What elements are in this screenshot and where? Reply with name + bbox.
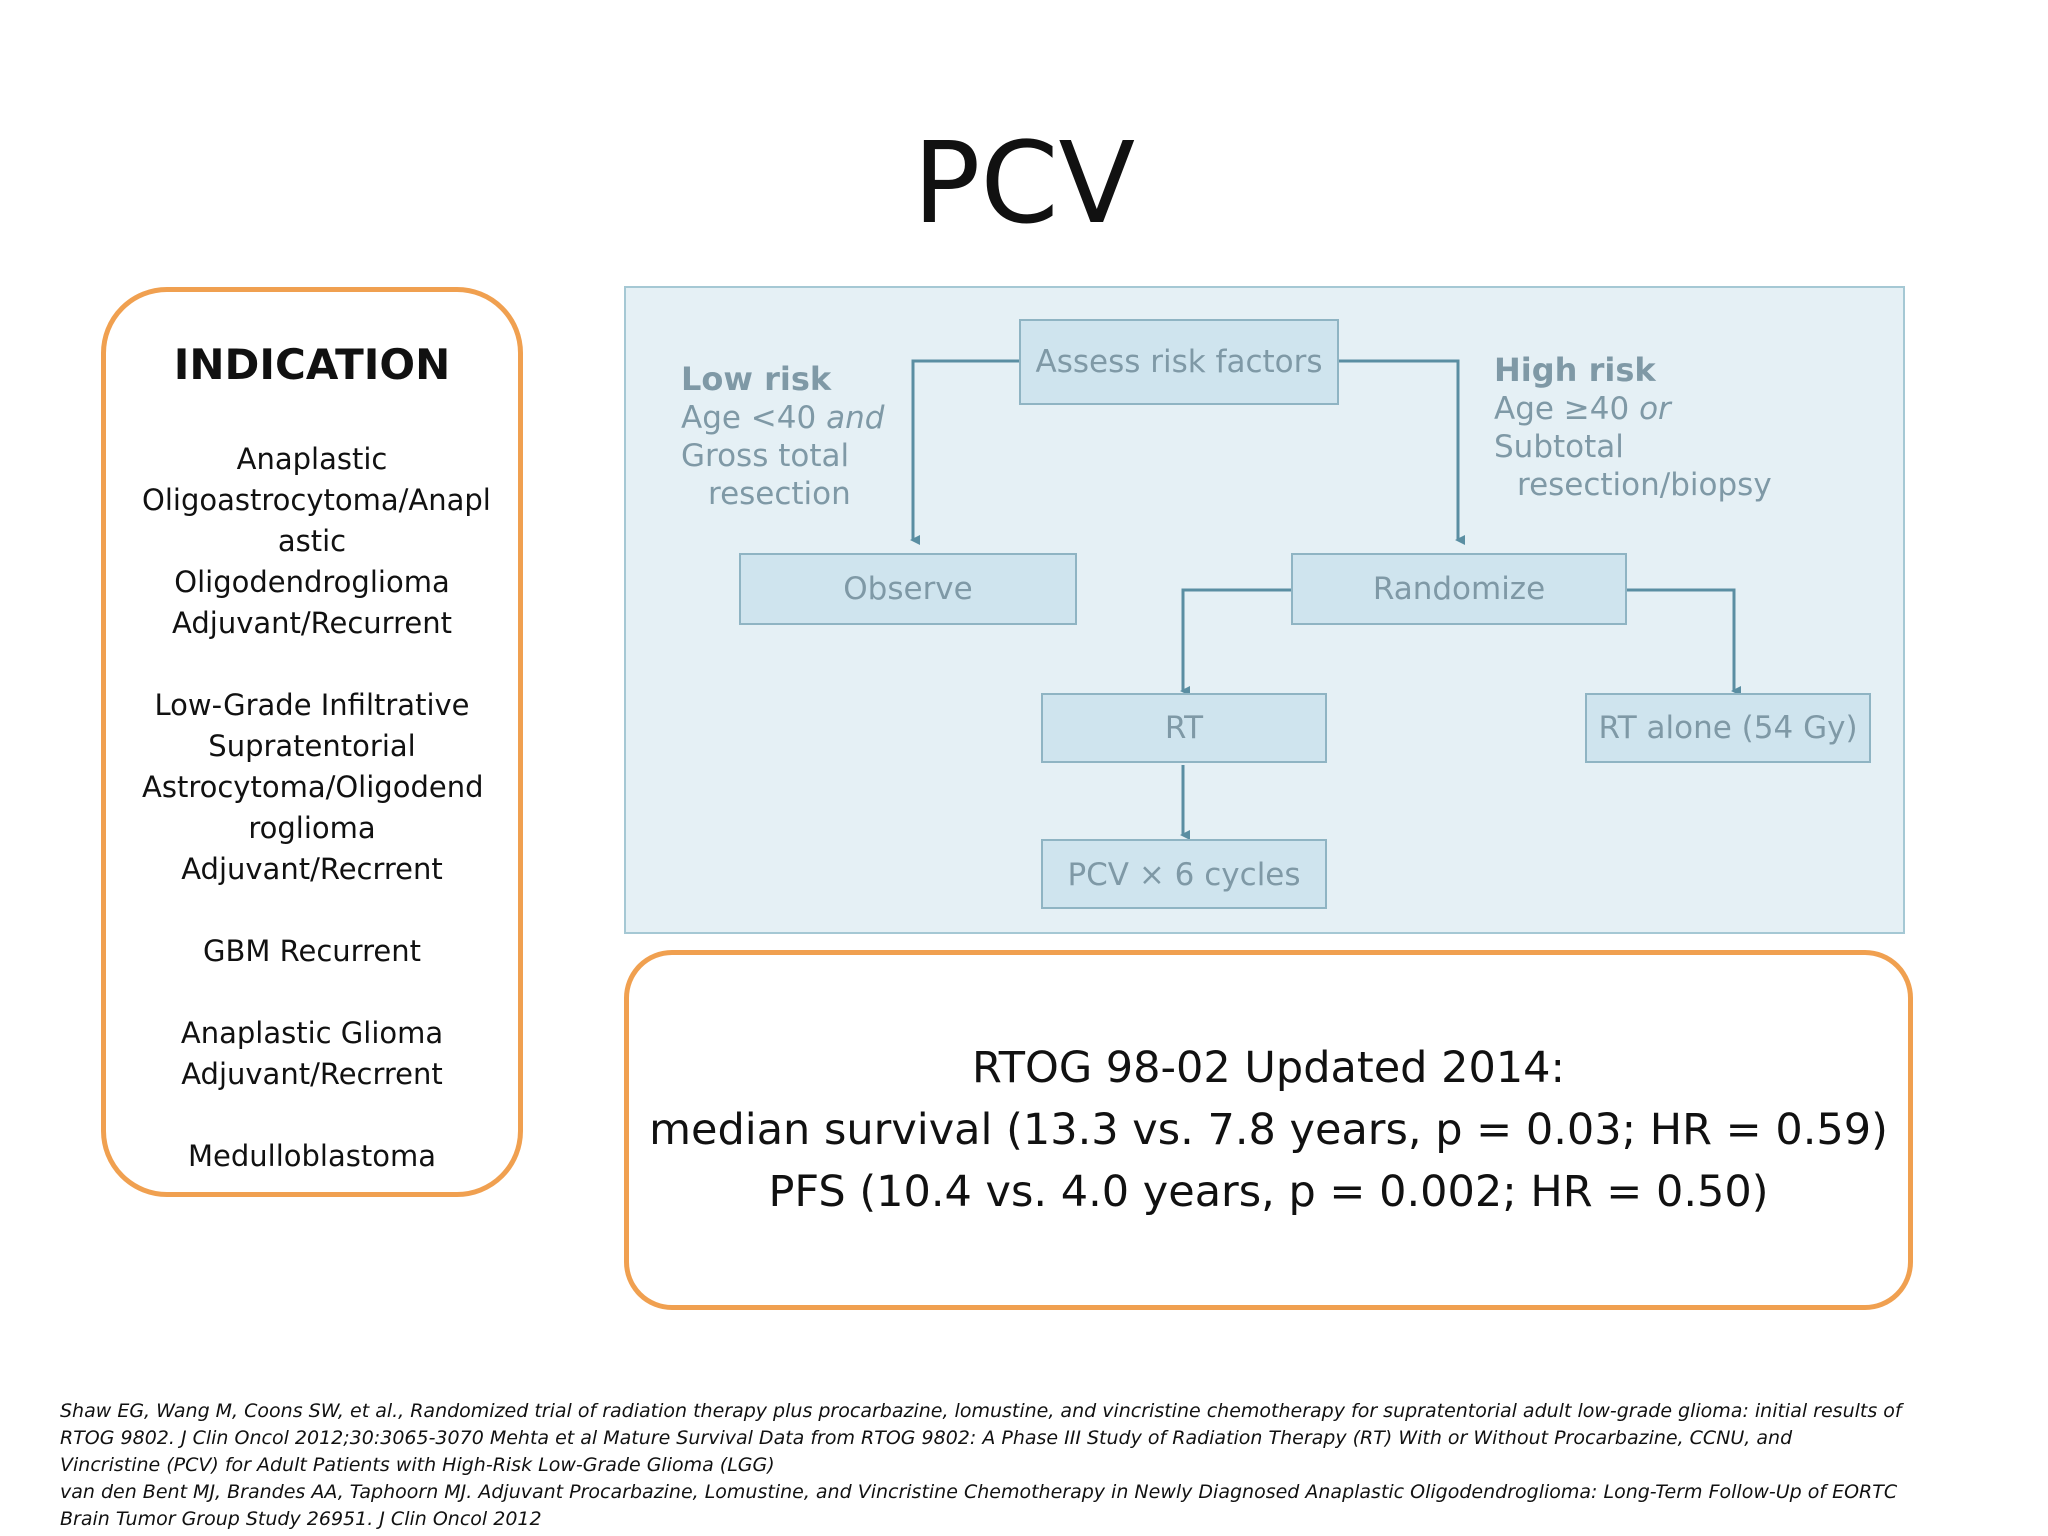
- indication-item: [142, 439, 491, 644]
- randomize-label: Randomize: [1372, 571, 1546, 607]
- arrow-assess-to-observe: [913, 361, 1020, 540]
- indication-line: Astrocytoma/Oligodend: [142, 770, 484, 804]
- rt-alone-box: [1586, 694, 1870, 762]
- high-risk-line2: Subtotal: [1494, 429, 1624, 465]
- references: [60, 1398, 1900, 1533]
- indication-line: Anaplastic Glioma: [180, 1016, 444, 1050]
- reference-line: RTOG 9802. J Clin Oncol 2012;30:3065-3070 Mehta et al Mature Survival Data from RTOG 9802: A Phase III Study of Radiation Therapy (RT) With or Without Procarbazine, CCNU, and: [60, 1427, 1793, 1449]
- indication-line: roglioma: [248, 811, 376, 845]
- indication-line: Adjuvant/Recrrent: [181, 1057, 443, 1091]
- reference-line: van den Bent MJ, Brandes AA, Taphoorn MJ. Adjuvant Procarbazine, Lomustine, and Vincristine Chemotherapy in Newly Diagnosed Anaplastic Oligodendroglioma: Long-Term Follow-Up of EORTC: [60, 1481, 1898, 1503]
- reference-line: Vincristine (PCV) for Adult Patients with High-Risk Low-Grade Glioma (LGG): [60, 1454, 775, 1476]
- flowchart-diagram: [626, 288, 1907, 936]
- indication-line: Supratentorial: [208, 729, 416, 763]
- arrow-assess-to-randomize: [1338, 361, 1458, 540]
- reference-line: Brain Tumor Group Study 26951. J Clin Oncol 2012: [60, 1508, 542, 1530]
- indication-line: Low-Grade Infiltrative: [154, 688, 470, 722]
- indication-line: Adjuvant/Recurrent: [172, 606, 452, 640]
- high-risk-annotation: [1494, 351, 1772, 503]
- arrow-randomize-to-rt: [1183, 590, 1292, 691]
- low-risk-title: Low risk: [681, 360, 832, 398]
- assess-box: [1020, 320, 1338, 404]
- observe-label: Observe: [843, 571, 973, 607]
- rt-box: [1042, 694, 1326, 762]
- high-risk-line1: Age ≥40 or: [1494, 391, 1671, 427]
- indication-line: Oligoastrocytoma/Anapl: [142, 483, 491, 517]
- result-median-survival: median survival (13.3 vs. 7.8 years, p = 0.03; HR = 0.59): [649, 1105, 1888, 1155]
- result-box: [624, 950, 1913, 1310]
- indication-line: GBM Recurrent: [203, 934, 421, 968]
- low-risk-line2: Gross total: [681, 438, 850, 474]
- low-risk-line3: resection: [708, 476, 851, 512]
- high-risk-line3: resection/biopsy: [1517, 467, 1772, 503]
- rt-label: RT: [1164, 710, 1204, 746]
- indication-item: [142, 931, 482, 972]
- indication-box: [101, 287, 523, 1197]
- rt-alone-label: RT alone (54 Gy): [1598, 710, 1858, 746]
- randomize-box: [1292, 554, 1626, 624]
- result-pfs: PFS (10.4 vs. 4.0 years, p = 0.002; HR = 0.50): [768, 1167, 1769, 1217]
- indication-item: [142, 1136, 482, 1177]
- arrow-randomize-to-rt-alone: [1626, 590, 1734, 691]
- low-risk-annotation: [681, 360, 885, 512]
- indication-line: astic Oligodendroglioma: [174, 524, 450, 599]
- pcv-label: PCV × 6 cycles: [1067, 857, 1301, 893]
- pcv-box: [1042, 840, 1326, 908]
- observe-box: [740, 554, 1076, 624]
- slide-title: PCV: [912, 119, 1136, 249]
- indication-line: Medulloblastoma: [188, 1139, 436, 1173]
- assess-label: Assess risk factors: [1035, 344, 1323, 380]
- indication-heading: INDICATION: [173, 340, 451, 389]
- result-heading: RTOG 98-02 Updated 2014:: [971, 1043, 1566, 1093]
- indication-list: [106, 439, 518, 1177]
- indication-line: Anaplastic: [236, 442, 388, 476]
- flowchart-panel: [624, 286, 1905, 934]
- indication-item: [142, 1013, 482, 1095]
- indication-line: Adjuvant/Recrrent: [181, 852, 443, 886]
- low-risk-line1: Age <40 and: [681, 400, 885, 436]
- indication-item: [142, 685, 482, 890]
- reference-line: Shaw EG, Wang M, Coons SW, et al., Randomized trial of radiation therapy plus procarbazine, lomustine, and vincristine chemotherapy for supratentorial adult low-grade glioma: initial results of: [60, 1400, 1902, 1422]
- high-risk-title: High risk: [1494, 351, 1656, 389]
